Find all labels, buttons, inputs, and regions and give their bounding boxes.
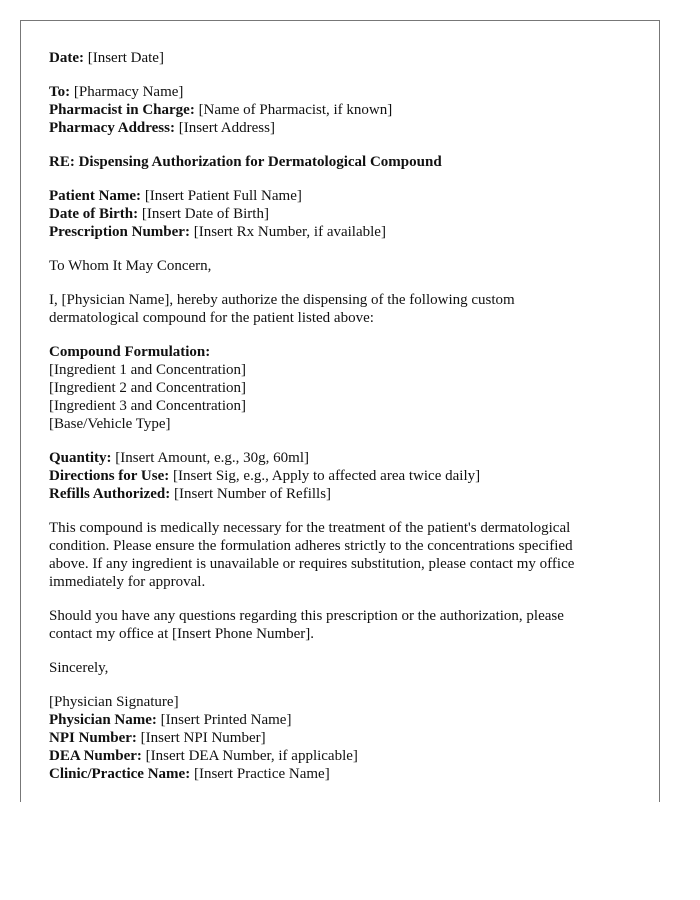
patient-block: [49, 187, 631, 241]
order-block: [49, 449, 631, 503]
quantity-label: Quantity:: [49, 450, 112, 466]
formulation-item: [Ingredient 3 and Concentration]: [49, 398, 247, 414]
intro-line: dermatological compound for the patient listed above:: [49, 310, 374, 326]
subject-block: [49, 153, 631, 171]
to-label: To:: [49, 84, 71, 100]
refills-value: [Insert Number of Refills]: [174, 486, 332, 502]
dob-label: Date of Birth:: [49, 206, 139, 222]
directions-value: [Insert Sig, e.g., Apply to affected area twice daily]: [173, 468, 481, 484]
necessity-line: This compound is medically necessary for the treatment of the patient's dermatological: [49, 520, 571, 536]
patient-name-label: Patient Name:: [49, 188, 142, 204]
physician-name-value: [Insert Printed Name]: [160, 712, 292, 728]
pharmacist-value: [Name of Pharmacist, if known]: [198, 102, 393, 118]
date-label: Date:: [49, 50, 84, 66]
pharmacy-address-value: [Insert Address]: [178, 120, 275, 136]
physician-name-line: [49, 711, 631, 729]
questions-paragraph: [49, 607, 631, 643]
quantity-value: [Insert Amount, e.g., 30g, 60ml]: [115, 450, 309, 466]
formulation-heading: Compound Formulation:: [49, 344, 211, 360]
signature-placeholder: [Physician Signature]: [49, 694, 179, 710]
formulation-item: [Ingredient 1 and Concentration]: [49, 362, 247, 378]
rx-label: Prescription Number:: [49, 224, 190, 240]
intro-line: I, [Physician Name], hereby authorize the dispensing of the following custom: [49, 292, 515, 308]
clinic-label: Clinic/Practice Name:: [49, 766, 191, 782]
directions-line: [49, 467, 631, 485]
clinic-value: [Insert Practice Name]: [193, 766, 330, 782]
necessity-line: condition. Please ensure the formulation adheres strictly to the concentrations specified: [49, 538, 573, 554]
clinic-line: [49, 765, 631, 783]
directions-label: Directions for Use:: [49, 468, 170, 484]
necessity-line: immediately for approval.: [49, 574, 206, 590]
pharmacist-label: Pharmacist in Charge:: [49, 102, 195, 118]
quantity-line: [49, 449, 631, 467]
patient-name-line: [49, 187, 631, 205]
date-line: [49, 49, 631, 67]
rx-value: [Insert Rx Number, if available]: [193, 224, 386, 240]
date-value: [Insert Date]: [87, 50, 164, 66]
pharmacy-address-label: Pharmacy Address:: [49, 120, 175, 136]
patient-name-value: [Insert Patient Full Name]: [144, 188, 302, 204]
recipient-block: [49, 83, 631, 137]
letter-page: [20, 20, 660, 802]
questions-line: Should you have any questions regarding this prescription or the authorization, please: [49, 608, 564, 624]
physician-name-label: Physician Name:: [49, 712, 157, 728]
necessity-line: above. If any ingredient is unavailable or requires substitution, please contact my office: [49, 556, 575, 572]
formulation-item: [Base/Vehicle Type]: [49, 416, 171, 432]
pharmacist-line: [49, 101, 631, 119]
date-block: [49, 49, 631, 67]
npi-line: [49, 729, 631, 747]
necessity-paragraph: [49, 519, 631, 591]
dea-line: [49, 747, 631, 765]
refills-line: [49, 485, 631, 503]
to-line: [49, 83, 631, 101]
subject-line: RE: Dispensing Authorization for Dermatological Compound: [49, 154, 442, 170]
refills-label: Refills Authorized:: [49, 486, 171, 502]
questions-line: contact my office at [Insert Phone Number].: [49, 626, 315, 642]
signature-block: [49, 693, 631, 783]
dea-label: DEA Number:: [49, 748, 142, 764]
npi-value: [Insert NPI Number]: [140, 730, 266, 746]
dea-value: [Insert DEA Number, if applicable]: [145, 748, 358, 764]
formulation-block: [49, 343, 631, 433]
rx-line: [49, 223, 631, 241]
dob-line: [49, 205, 631, 223]
formulation-item: [Ingredient 2 and Concentration]: [49, 380, 247, 396]
to-value: [Pharmacy Name]: [73, 84, 184, 100]
closing: Sincerely,: [49, 660, 109, 676]
npi-label: NPI Number:: [49, 730, 137, 746]
salutation-block: [49, 257, 631, 275]
intro-paragraph: [49, 291, 631, 327]
closing-block: [49, 659, 631, 677]
dob-value: [Insert Date of Birth]: [141, 206, 269, 222]
salutation: To Whom It May Concern,: [49, 258, 212, 274]
pharmacy-address-line: [49, 119, 631, 137]
